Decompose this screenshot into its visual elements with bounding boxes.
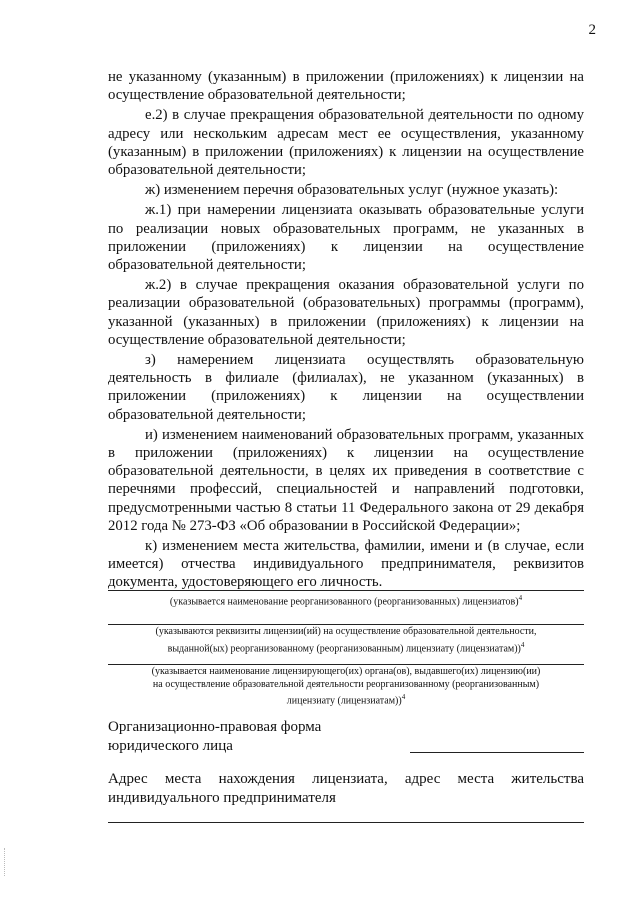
caption-text: на осуществление образовательной деятельности реорганизованному (реорганизованным) <box>152 678 540 690</box>
paragraph: з) намерением лицензиата осуществлять образовательную деятельность в филиале (филиалах), не указанном (указанных) в приложении (приложениях) к лицензии на осуществлении образовательной деятельности; <box>108 352 584 423</box>
paragraph: ж) изменением перечня образовательных услуг (нужное указать): <box>145 182 559 199</box>
footnote-marker: 4 <box>401 693 406 702</box>
document-body <box>108 68 584 594</box>
fill-in-line-licensing-authority <box>108 664 584 665</box>
caption-license-details <box>108 626 584 656</box>
caption-reorganized-licensees <box>108 592 584 609</box>
fill-in-line-address <box>108 822 584 823</box>
caption-licensing-authority <box>108 666 584 708</box>
scan-margin-mark <box>4 848 7 876</box>
paragraph: не указанному (указанным) в приложении (приложениях) к лицензии на осуществление образовательной деятельности; <box>108 69 584 104</box>
page-number: 2 <box>588 22 596 38</box>
fill-in-line-license-details <box>108 624 584 625</box>
caption-text: (указываются реквизиты лицензии(ий) на осуществление образовательной деятельности, <box>155 626 537 637</box>
fill-in-line-reorganized-licensees <box>108 590 584 591</box>
fill-in-line-org-form <box>410 752 584 753</box>
footnote-marker: 4 <box>518 594 523 602</box>
paragraph: ж.2) в случае прекращения оказания образовательной услуги по реализации образовательной (образовательных) программы (программ), указанной (указанных) в приложении (приложениях) к лицензии на осуществление образовательной деятельности; <box>108 277 584 348</box>
address-label <box>108 770 584 808</box>
org-form-line2: юридического лица <box>108 738 233 754</box>
org-legal-form-label <box>108 718 584 756</box>
paragraph: е.2) в случае прекращения образовательной деятельности по одному адресу или нескольким адресам мест ее осуществления, указанному (указанным) в приложении (приложениях) к лицензии на осуществление образовательной деятельности; <box>108 107 584 179</box>
caption-text: (указывается наименование реорганизованного (реорганизованных) лицензиатов) <box>169 596 519 608</box>
paragraph: к) изменением места жительства, фамилии, имени и (в случае, если имеется) отчества индивидуального предпринимателя, реквизитов документа, удостоверяющего его личность. <box>108 538 584 591</box>
org-form-line1: Организационно-правовая форма <box>108 719 322 735</box>
address-line1: Адрес места нахождения лицензиата, адрес места жительства <box>108 771 584 787</box>
caption-text: выданной(ых) реорганизованному (реорганизованным) лицензиату (лицензиатам)) <box>167 642 521 654</box>
caption-text: лицензиату (лицензиатам)) <box>286 695 402 707</box>
address-line2: индивидуального предпринимателя <box>108 790 336 806</box>
footnote-marker: 4 <box>520 640 525 649</box>
paragraph: и) изменением наименований образовательных программ, указанных в приложении (приложениях) к лицензии на осуществление образовательной деятельности, в целях их приведения в соответствие с перечнями профессий, специальностей и направлений подготовки, предусмотренными частью 8 статьи 11 Федерального закона от 29 декабря 2012 года № 273-ФЗ «Об образовании в Российской Федерации»; <box>108 426 584 534</box>
paragraph: ж.1) при намерении лицензиата оказывать образовательные услуги по реализации новых образовательных программ, не указанных в приложении (приложениях) к лицензии на осуществление образовательной деятельности; <box>108 202 584 274</box>
caption-text: (указывается наименование лицензирующего(их) органа(ов), выдавшего(их) лицензию(ии) <box>151 666 541 677</box>
